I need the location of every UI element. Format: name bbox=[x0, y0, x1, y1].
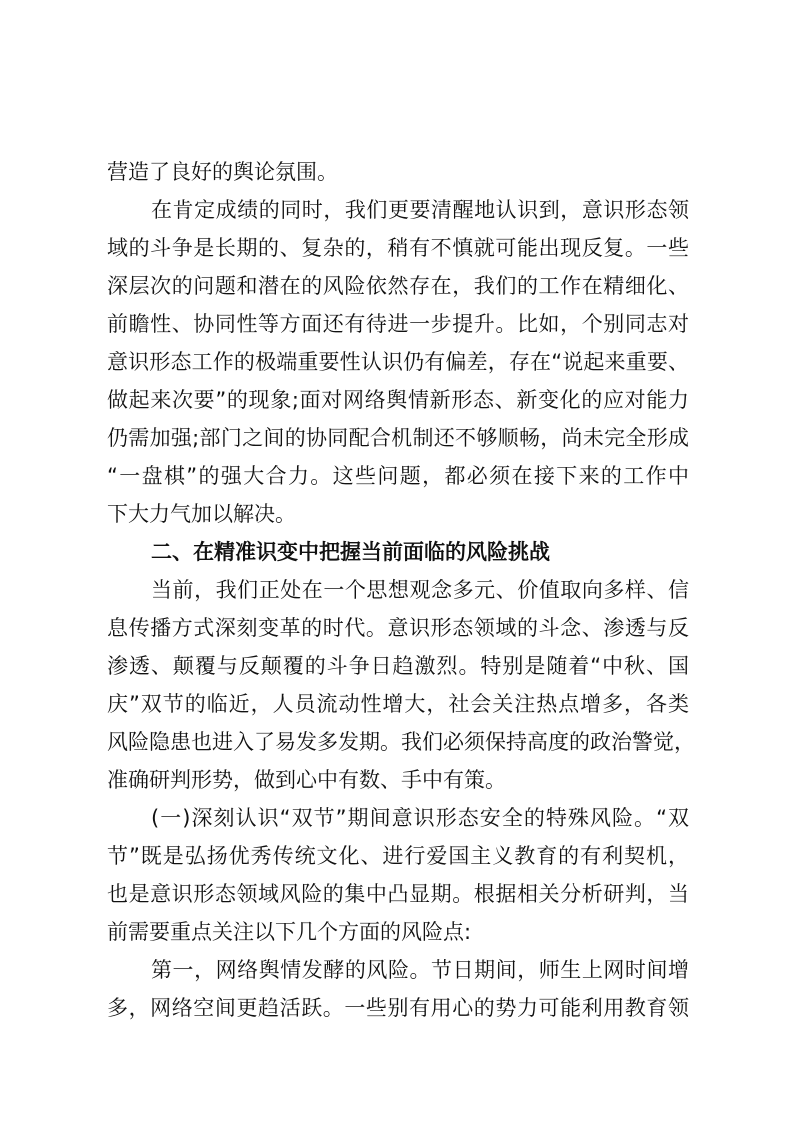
paragraph-line: 庆”双节的临近，人员流动性增大，社会关注热点增多，各类 bbox=[107, 692, 689, 716]
paragraph-line: 仍需加强;部门之间的协同配合机制还不够顺畅，尚未完全形成 bbox=[107, 426, 689, 450]
paragraph-line: 前需要重点关注以下几个方面的风险点: bbox=[107, 920, 472, 944]
paragraph-line: 下大力气加以解决。 bbox=[107, 502, 296, 526]
section-heading: 二、在精准识变中把握当前面临的风险挑战 bbox=[151, 540, 550, 564]
paragraph-line: 节”既是弘扬优秀传统文化、进行爱国主义教育的有利契机， bbox=[107, 844, 689, 868]
paragraph-line: 多，网络空间更趋活跃。一些别有用心的势力可能利用教育领 bbox=[107, 996, 689, 1020]
subsection-line: (一)深刻认识“双节”期间意识形态安全的特殊风险。“双 bbox=[151, 806, 689, 830]
paragraph-line: 当前，我们正处在一个思想观念多元、价值取向多样、信 bbox=[151, 578, 689, 602]
paragraph-line: 第一，网络舆情发酵的风险。节日期间，师生上网时间增 bbox=[151, 958, 689, 982]
paragraph-line: “一盘棋”的强大合力。这些问题，都必须在接下来的工作中 bbox=[107, 464, 689, 488]
paragraph-line: 在肯定成绩的同时，我们更要清醒地认识到，意识形态领 bbox=[151, 198, 689, 222]
paragraph-line: 也是意识形态领域风险的集中凸显期。根据相关分析研判，当 bbox=[107, 882, 689, 906]
paragraph-line: 意识形态工作的极端重要性认识仍有偏差，存在“说起来重要、 bbox=[107, 350, 689, 374]
paragraph-line: 准确研判形势，做到心中有数、手中有策。 bbox=[107, 768, 506, 792]
paragraph-line: 风险隐患也进入了易发多发期。我们必须保持高度的政治警觉， bbox=[107, 730, 695, 754]
paragraph-line: 前瞻性、协同性等方面还有待进一步提升。比如，个别同志对 bbox=[107, 312, 689, 336]
document-page bbox=[107, 153, 695, 1027]
paragraph-line: 做起来次要”的现象;面对网络舆情新形态、新变化的应对能力 bbox=[107, 388, 689, 412]
paragraph-line: 渗透、颠覆与反颠覆的斗争日趋激烈。特别是随着“中秋、国 bbox=[107, 654, 689, 678]
paragraph-line: 域的斗争是长期的、复杂的，稍有不慎就可能出现反复。一些 bbox=[107, 236, 689, 260]
paragraph-line: 深层次的问题和潜在的风险依然存在，我们的工作在精细化、 bbox=[107, 274, 689, 298]
paragraph-line: 息传播方式深刻变革的时代。意识形态领域的斗念、渗透与反 bbox=[107, 616, 689, 640]
paragraph-line: 营造了良好的舆论氛围。 bbox=[107, 160, 338, 184]
